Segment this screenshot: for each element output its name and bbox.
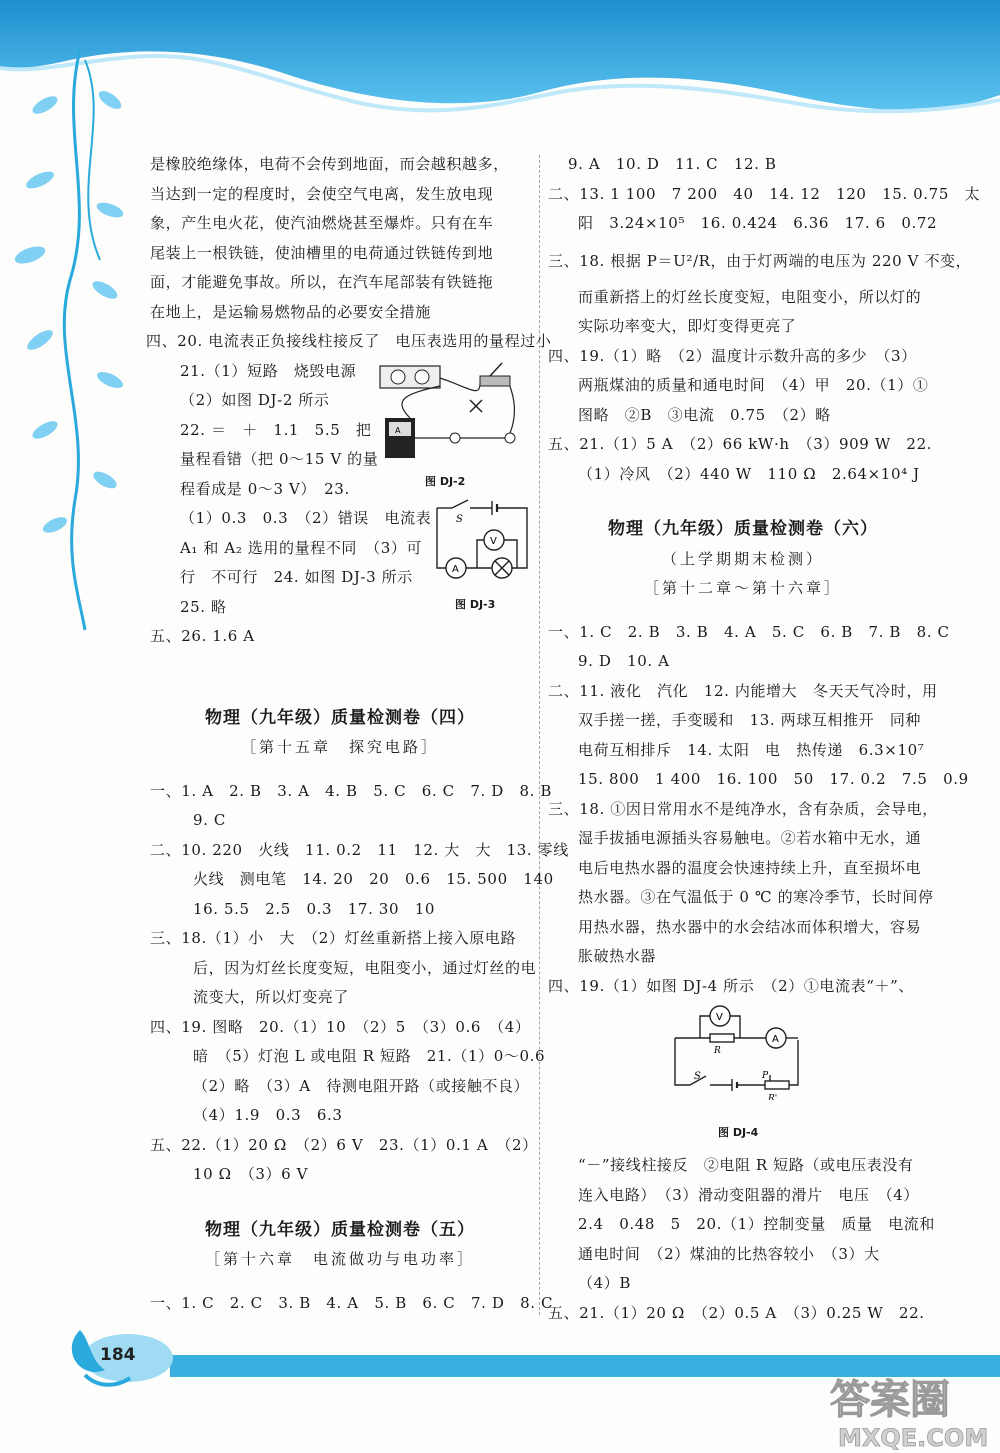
- text-line: 三、18. ①因日常用水不是纯净水，含有杂质，会导电，: [548, 799, 938, 818]
- text-line: 二、10. 220 火线 11. 0.2 11 12. 大 大 13. 零线: [150, 840, 569, 859]
- text-line: 五、21.（1）5 A （2）66 kW·h （3）909 W 22.: [548, 435, 933, 453]
- section-title: 物理（九年级）质量检测卷（六）: [608, 519, 878, 539]
- text-line: 流变大，所以灯变亮了: [193, 988, 350, 1006]
- text-line: 四、19.（1）如图 DJ-4 所示 （2）①电流表“＋”、: [548, 976, 914, 995]
- svg-text:P: P: [762, 1071, 769, 1081]
- section-subtitle: （上学期期末检测）: [661, 549, 824, 568]
- text-line: 胀破热水器: [578, 947, 657, 965]
- text-line: 阳 3.24×10⁵ 16. 0.424 6.36 17. 6 0.72: [578, 214, 938, 232]
- text-line: 而重新搭上的灯丝长度变短，电阻变小，所以灯的: [578, 287, 922, 306]
- svg-text:MXQE.COM: MXQE.COM: [838, 1424, 989, 1452]
- text-line: “－”接线柱接反 ②电阻 R 短路（或电压表没有: [578, 1156, 914, 1174]
- text-line: （1）冷风 （2）440 W 110 Ω 2.64×10⁴ J: [578, 464, 920, 483]
- text-line: 面，才能避免事故。所以，在汽车尾部装有铁链拖: [150, 273, 494, 291]
- text-line: 是橡胶绝缘体，电荷不会传到地面，而会越积越多，: [150, 155, 509, 173]
- text-line: 五、21.（1）20 Ω （2）0.5 A （3）0.25 W 22.: [548, 1303, 925, 1322]
- text-line: 2.4 0.48 5 20.（1）控制变量 质量 电流和: [578, 1215, 935, 1233]
- text-line: （4）B: [578, 1274, 631, 1292]
- svg-text:S: S: [694, 1071, 701, 1082]
- text-line: A₁ 和 A₂ 选用的量程不同 （3）可: [180, 538, 423, 557]
- text-line: 一、1. A 2. B 3. A 4. B 5. C 6. C 7. D 8. B: [150, 781, 552, 800]
- text-line: （2）如图 DJ-2 所示: [180, 391, 330, 409]
- text-line: 16. 5.5 2.5 0.3 17. 30 10: [193, 899, 435, 918]
- text-line: 9. C: [193, 811, 226, 829]
- figure-caption: 图 DJ-2: [425, 475, 466, 488]
- text-line: 五、22.（1）20 Ω （2）6 V 23.（1）0.1 A （2）: [150, 1135, 538, 1154]
- text-line: 程看成是 0～3 V） 23.: [180, 479, 350, 498]
- header-wave-decoration: [0, 0, 1000, 150]
- text-line: 用热水器，热水器中的水会结冰而体积增大，容易: [578, 917, 922, 936]
- figure-dj2-circuit-apparatus: [370, 358, 530, 468]
- figure-dj4-circuit-diagram: [670, 1000, 810, 1100]
- text-line: 15. 800 1 400 16. 100 50 17. 0.2 7.5 0.9: [578, 770, 969, 788]
- figure-caption: 图 DJ-3: [455, 598, 496, 611]
- section-subtitle: ［第十五章 探究电路］: [240, 738, 439, 756]
- text-line: 9. A 10. D 11. C 12. B: [568, 155, 777, 173]
- watermark-logo: [820, 1368, 1000, 1453]
- text-line: 四、19. 图略 20.（1）10 （2）5 （3）0.6 （4）: [150, 1017, 531, 1036]
- text-line: 暗 （5）灯泡 L 或电阻 R 短路 21.（1）0～0.6: [193, 1047, 546, 1065]
- text-line: （2）略 （3）A 待测电阻开路（或接触不良）: [193, 1076, 530, 1095]
- text-line: 五、26. 1.6 A: [150, 627, 255, 645]
- text-line: 后，因为灯丝长度变短，电阻变小，通过灯丝的电: [193, 958, 537, 977]
- text-line: 双手搓一搓，手变暖和 13. 两球互相推开 同种: [578, 711, 922, 729]
- section-title: 物理（九年级）质量检测卷（四）: [205, 707, 475, 728]
- section-subtitle: ［第十六章 电流做功与电功率］: [204, 1250, 475, 1268]
- figure-dj3-circuit-diagram: [432, 496, 532, 592]
- vine-decoration: [0, 40, 150, 640]
- text-line: 火线 测电笔 14. 20 20 0.6 15. 500 140: [193, 870, 554, 888]
- section-subtitle: ［第十二章～第十六章］: [643, 579, 842, 597]
- svg-text:R: R: [714, 1046, 721, 1056]
- svg-text:A: A: [395, 426, 401, 435]
- text-line: 四、19.（1）略 （2）温度计示数升高的多少 （3）: [548, 346, 917, 365]
- svg-text:V: V: [716, 1012, 723, 1023]
- svg-text:S: S: [456, 514, 463, 525]
- text-line: 10 Ω （3）6 V: [193, 1165, 309, 1183]
- left-column: [146, 150, 569, 1318]
- text-line: 实际功率变大，即灯变得更亮了: [578, 317, 797, 335]
- text-line: 25. 略: [180, 597, 227, 616]
- figure-caption: 图 DJ-4: [718, 1126, 759, 1139]
- text-line: （1）0.3 0.3 （2）错误 电流表: [180, 509, 432, 527]
- text-line: 电荷互相排斥 14. 太阳 电 热传递 6.3×10⁷: [578, 740, 925, 759]
- text-line: 连入电路） （3）滑动变阻器的滑片 电压 （4）: [578, 1185, 919, 1204]
- section-title: 物理（九年级）质量检测卷（五）: [205, 1219, 475, 1240]
- text-line: 21.（1）短路 烧毁电源: [180, 361, 357, 380]
- text-line: 电后电热水器的温度会快速持续上升，直至损坏电: [578, 858, 922, 877]
- page-number: 184: [100, 1345, 136, 1365]
- text-line: 热水器。③在气温低于 0 ℃ 的寒冷季节，长时间停: [578, 888, 934, 906]
- column-divider: [539, 155, 540, 1315]
- text-line: 二、13. 1 100 7 200 40 14. 12 120 15. 0.75 太: [548, 184, 981, 203]
- text-line: 图略 ②B ③电流 0.75 （2）略: [578, 405, 831, 424]
- text-line: 22. ＝ ＋ 1.1 5.5 把: [180, 420, 372, 439]
- text-line: 二、11. 液化 汽化 12. 内能增大 冬天天气冷时，用: [548, 681, 938, 700]
- text-line: 四、20. 电流表正负接线柱接反了 电压表选用的量程过小: [146, 332, 552, 350]
- svg-text:A: A: [772, 1034, 779, 1045]
- text-line: 湿手拔插电源插头容易触电。②若水箱中无水，通: [578, 829, 922, 847]
- text-line: 量程看错（把 0～15 V 的量: [180, 450, 379, 468]
- svg-text:A: A: [452, 564, 459, 575]
- text-line: 通电时间 （2）煤油的比热容较小 （3）大: [578, 1244, 880, 1263]
- text-line: 一、1. C 2. C 3. B 4. A 5. B 6. C 7. D 8. C: [150, 1293, 554, 1312]
- text-line: 9. D 10. A: [578, 652, 670, 670]
- svg-text:答案圈: 答案圈: [830, 1377, 950, 1423]
- text-line: 象，产生电火花，使汽油燃烧甚至爆炸。只有在车: [150, 214, 494, 232]
- text-line: 在地上，是运输易燃物品的必要安全措施: [150, 302, 431, 321]
- text-line: 行 不可行 24. 如图 DJ-3 所示: [180, 568, 413, 586]
- text-line: 一、1. C 2. B 3. B 4. A 5. C 6. B 7. B 8. C: [548, 622, 950, 641]
- text-line: 三、18. 根据 P＝U²/R，由于灯两端的电压为 220 V 不变，: [548, 251, 972, 270]
- text-line: 三、18.（1）小 大 （2）灯丝重新搭上接入原电路: [150, 929, 517, 947]
- svg-text:R': R': [768, 1094, 778, 1100]
- text-line: 两瓶煤油的质量和通电时间 （4）甲 20.（1）①: [578, 376, 929, 394]
- text-line: 当达到一定的程度时，会使空气电离，发生放电现: [150, 184, 494, 203]
- text-line: （4）1.9 0.3 6.3: [193, 1106, 343, 1124]
- text-line: 尾装上一根铁链，使油槽里的电荷通过铁链传到地: [150, 243, 494, 262]
- svg-text:V: V: [490, 536, 497, 547]
- right-column: [548, 150, 981, 1328]
